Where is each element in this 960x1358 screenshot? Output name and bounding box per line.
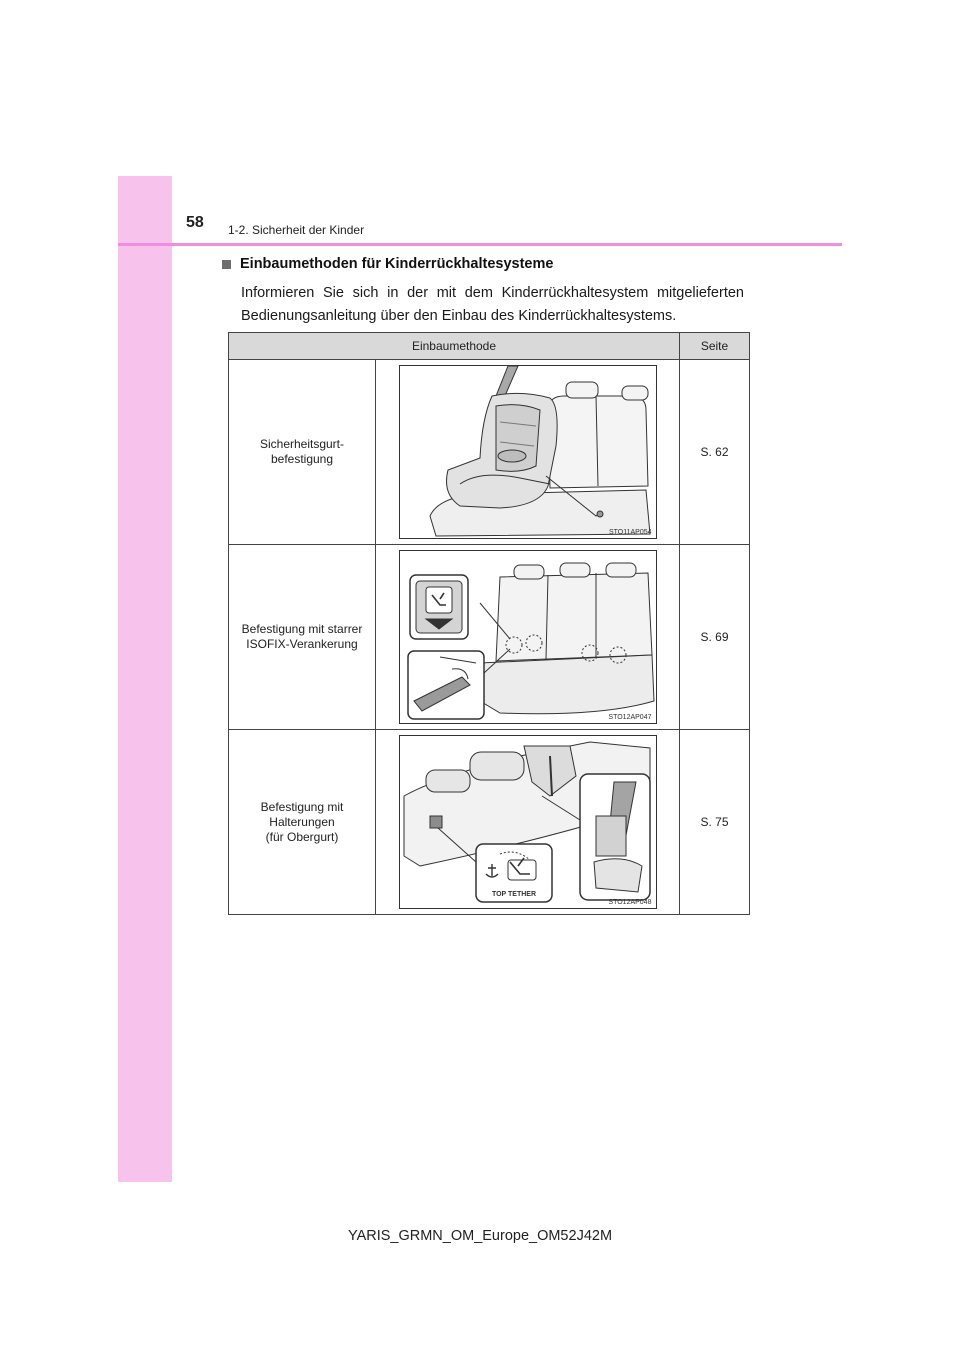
figure-isofix-installation [399, 550, 657, 724]
chapter-sidebar-tab [118, 176, 172, 1182]
section-heading-text: Einbaumethoden für Kinderrückhaltesysteme [240, 256, 554, 272]
method-cell [229, 545, 376, 730]
page-number: 58 [186, 214, 204, 231]
table-row [229, 730, 750, 915]
figure-cell [376, 545, 680, 730]
square-bullet-icon [222, 260, 231, 269]
intro-paragraph: Informieren Sie sich in der mit dem Kinderrückhaltesystem mitgelieferten Bedienungsanleitung über den Einbau des Kinderrückhaltesystems. [241, 285, 744, 324]
header-rule [118, 243, 842, 246]
method-line: befestigung [270, 452, 334, 466]
method-line: Sicherheitsgurt- [259, 437, 345, 451]
figure-code: STO12AP048 [608, 899, 652, 906]
figure-seatbelt-installation [399, 365, 657, 539]
figure-code: STO11AP054 [608, 529, 652, 536]
seatbelt-child-seat-illustration [400, 366, 656, 538]
column-header-page: Seite [680, 333, 750, 360]
isofix-anchor-illustration [400, 551, 656, 723]
table-header-row [229, 333, 750, 360]
method-cell [229, 360, 376, 545]
method-line: ISOFIX-Verankerung [246, 637, 358, 651]
method-line: Halterungen [269, 814, 335, 829]
method-line: Befestigung mit starrer [241, 622, 363, 636]
figure-top-tether-installation [399, 735, 657, 909]
top-tether-illustration [400, 736, 656, 908]
method-line: (für Obergurt) [265, 829, 339, 844]
figure-cell [376, 730, 680, 915]
page-reference: S. 69 [680, 545, 750, 730]
method-cell [229, 730, 376, 915]
column-header-method: Einbaumethode [229, 333, 680, 360]
installation-methods-table [228, 332, 750, 915]
page-reference: S. 62 [680, 360, 750, 545]
figure-cell [376, 360, 680, 545]
table-row [229, 360, 750, 545]
document-code: YARIS_GRMN_OM_Europe_OM52J42M [347, 1228, 613, 1244]
section-heading [222, 256, 553, 272]
table-row [229, 545, 750, 730]
figure-code: STO12AP047 [608, 714, 652, 721]
top-tether-label: TOP TETHER [491, 891, 536, 898]
page-reference: S. 75 [680, 730, 750, 915]
method-line: Befestigung mit [260, 799, 344, 814]
chapter-title: 1-2. Sicherheit der Kinder [228, 223, 365, 237]
